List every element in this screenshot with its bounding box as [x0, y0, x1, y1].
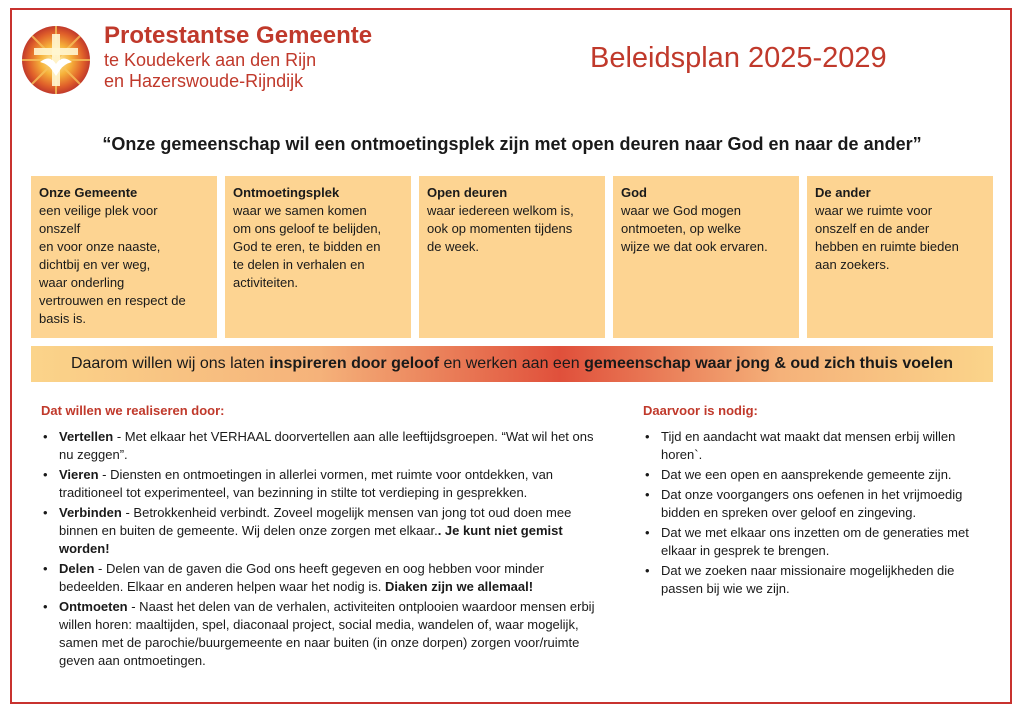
band-text-1: Daarom willen wij ons laten [70, 355, 270, 372]
item-term: Delen [59, 561, 95, 576]
value-box-line: onszelf en de ander [815, 221, 930, 236]
list-item: • Dat we zoeken naar missionaire mogelijkheden die passen bij wie we zijn. [645, 563, 955, 596]
needed-list [643, 428, 973, 600]
value-box-line: te delen in verhalen en [233, 257, 365, 272]
item-text: Dat we zoeken naar missionaire mogelijkheden die passen bij wie we zijn. [661, 563, 955, 596]
item-text: - Met elkaar het VERHAAL doorvertellen aan alle leeftijdsgroepen. “Wat wil het ons nu zeggen”. [59, 429, 594, 462]
item-text: - Betrokkenheid verbindt. Zoveel mogelijk mensen van jong tot oud doen mee binnen en buiten de gemeente. Wij delen onze zorgen met elkaar. [59, 505, 572, 538]
item-strong: . Je kunt niet gemist worden! [59, 523, 563, 556]
list-item: • Vieren - Diensten en ontmoetingen in allerlei vormen, met ruimte voor ontdekken, van traditioneel tot experimenteel, van bezinning in stilte tot verdieping in gesprekken. [43, 467, 554, 500]
value-box-line: hebben en ruimte bieden [815, 239, 959, 254]
needed-heading: Daarvoor is nodig: [643, 403, 758, 418]
mission-band [31, 346, 993, 382]
value-box-line: activiteiten. [233, 275, 299, 290]
value-box-line: onszelf [39, 221, 81, 236]
value-box-line: om ons geloof te belijden, [233, 221, 382, 236]
value-box-line: wijze we dat ook ervaren. [621, 239, 768, 254]
item-text: Dat onze voorgangers ons oefenen in het vrijmoedig bidden en spreken over geloof en zingeving. [661, 487, 963, 520]
item-term: Verbinden [59, 505, 122, 520]
value-box-line: waar we samen komen [233, 203, 367, 218]
value-box-line: vertrouwen en respect de [39, 293, 186, 308]
value-box-line: dichtbij en ver weg, [39, 257, 151, 272]
org-name-block [104, 22, 464, 92]
item-text: - Delen van de gaven die God ons heeft gegeven en oog hebben voor minder bedeelden. Elkaar en anderen helpen waar het nodig is. [59, 561, 544, 594]
list-item: • Vertellen - Met elkaar het VERHAAL doorvertellen aan alle leeftijdsgroepen. “Wat wil het ons nu zeggen”. [43, 429, 594, 462]
value-box-title: Ontmoetingsplek [233, 185, 340, 200]
vision-quote: “Onze gemeenschap wil een ontmoetingsplek zijn met open deuren naar God en naar de ander” [102, 134, 922, 154]
list-item: • Ontmoeten - Naast het delen van de verhalen, activiteiten ontplooien waardoor mensen erbij willen horen: maaltijden, spel, diaconaal project, social media, wandelen of, waar mogelijk, samen met de parochie/buurgemeente en naar buiten (in onze dorpen) zorgen voor/ruimte geven aan ontmoetingen. [43, 599, 595, 668]
item-term: Vertellen [59, 429, 114, 444]
item-text: Dat we met elkaar ons inzetten om de generaties met elkaar in gesprek te brengen. [661, 525, 969, 558]
item-strong: Diaken zijn we allemaal! [384, 579, 534, 594]
value-box-ontmoetingsplek [225, 176, 411, 338]
item-term: Ontmoeten [59, 599, 128, 614]
item-term: Vieren [59, 467, 99, 482]
band-text-2: inspireren door geloof [269, 355, 440, 372]
item-text: Dat we een open en aansprekende gemeente zijn. [661, 467, 952, 482]
value-boxes [31, 176, 992, 338]
value-box-line: ontmoeten, op welke [621, 221, 741, 236]
item-text: - Naast het delen van de verhalen, activiteiten ontplooien waardoor mensen erbij willen horen: maaltijden, spel, diaconaal project, social media, wandelen of, waar mogelijk, samen met de parochie/buurgemeente en naar buiten (in onze dorpen) zorgen voor/ruimte geven aan ontmoetingen. [59, 599, 595, 668]
org-name-line3: en Hazerswoude-Rijndijk [104, 71, 304, 91]
list-item: • Delen - Delen van de gaven die God ons heeft gegeven en oog hebben voor minder bedeelden. Elkaar en anderen helpen waar het nodig is. Diaken zijn we allemaal! [43, 561, 544, 594]
item-text: Tijd en aandacht wat maakt dat mensen erbij willen horen`. [661, 429, 956, 462]
value-box-open-deuren [419, 176, 605, 338]
realize-heading: Dat willen we realiseren door: [41, 403, 225, 418]
value-box-line: aan zoekers. [815, 257, 890, 272]
value-box-line: God te eren, te bidden en [233, 239, 381, 254]
list-item: • Tijd en aandacht wat maakt dat mensen erbij willen horen`. [645, 429, 956, 462]
band-text-3: en werken aan een [439, 355, 585, 372]
value-box-god [613, 176, 799, 338]
value-box-line: waar onderling [39, 275, 125, 290]
value-box-line: een veilige plek voor [39, 203, 158, 218]
value-box-title: Open deuren [427, 185, 508, 200]
value-box-line: waar iedereen welkom is, [427, 203, 574, 218]
value-box-line: basis is. [39, 311, 86, 326]
list-item: • Dat onze voorgangers ons oefenen in het vrijmoedig bidden en spreken over geloof en zingeving. [645, 487, 963, 520]
value-box-title: De ander [815, 185, 871, 200]
value-box-onze-gemeente [31, 176, 217, 338]
org-name-line1: Protestantse Gemeente [104, 22, 373, 49]
item-text: - Diensten en ontmoetingen in allerlei vormen, met ruimte voor ontdekken, van traditioneel tot experimenteel, van bezinning in stilte tot verdieping in gesprekken. [59, 467, 554, 500]
value-box-line: waar we God mogen [621, 203, 741, 218]
value-box-title: Onze Gemeente [39, 185, 138, 200]
org-name-line2: te Koudekerk aan den Rijn [104, 50, 317, 70]
plan-title: Beleidsplan 2025-2029 [590, 42, 887, 74]
value-box-de-ander [807, 176, 993, 338]
value-box-title: God [621, 185, 647, 200]
value-box-line: waar we ruimte voor [815, 203, 933, 218]
value-box-line: ook op momenten tijdens [427, 221, 573, 236]
list-item: • Dat we een open en aansprekende gemeente zijn. [645, 467, 952, 482]
list-item: • Verbinden - Betrokkenheid verbindt. Zoveel mogelijk mensen van jong tot oud doen mee binnen en buiten de gemeente. Wij delen onze zorgen met elkaar.. Je kunt niet gemist worden! [43, 505, 572, 556]
realize-list [41, 428, 606, 672]
value-box-line: en voor onze naaste, [39, 239, 161, 254]
band-text-4: gemeenschap waar jong & oud zich thuis voelen [584, 355, 954, 372]
value-box-line: de week. [427, 239, 480, 254]
dove-sun-logo-icon [20, 24, 92, 96]
list-item: • Dat we met elkaar ons inzetten om de generaties met elkaar in gesprek te brengen. [645, 525, 969, 558]
